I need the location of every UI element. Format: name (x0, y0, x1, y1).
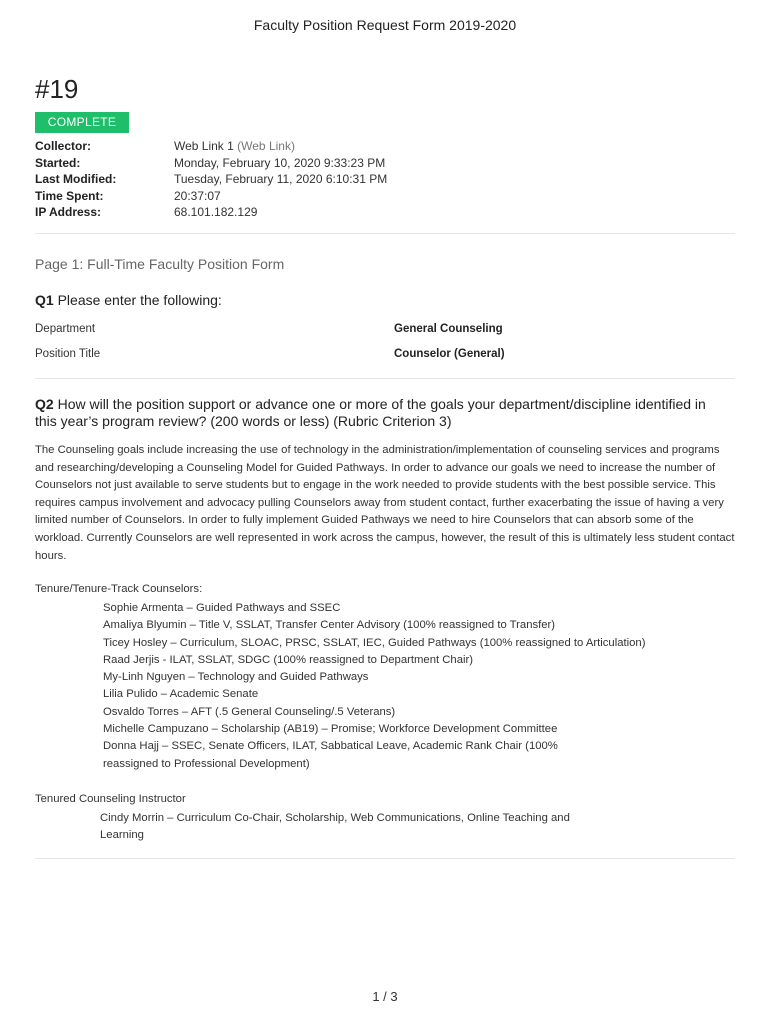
question-text: Please enter the following: (57, 292, 222, 308)
response-number: #19 (35, 74, 79, 104)
list-item: Cindy Morrin – Curriculum Co-Chair, Scholarship, Web Communications, Online Teaching and (100, 812, 570, 824)
question-q2 (35, 396, 725, 430)
question-text: How will the position support or advance one or more of the goals your department/discipline identified in this year’s program review? (200 words or less) (Rubric Criterion 3) (35, 396, 706, 429)
list-item: Learning (100, 829, 144, 842)
meta-value: Monday, February 10, 2020 9:33:23 PM (174, 155, 386, 170)
meta-value (174, 139, 295, 156)
meta-row-collector (35, 139, 735, 156)
field-label: Department (35, 323, 96, 335)
tenure-heading: Tenure/Tenure-Track Counselors: (35, 583, 203, 595)
section-divider (35, 378, 735, 379)
question-number: Q2 (35, 396, 54, 412)
meta-row-started (35, 156, 735, 173)
status-badge: COMPLETE (35, 112, 129, 133)
meta-label: Time Spent: (35, 188, 104, 203)
list-item: My-Linh Nguyen – Technology and Guided Pathways (103, 671, 369, 684)
field-label: Position Title (35, 348, 101, 360)
meta-label: Last Modified: (35, 172, 117, 187)
meta-label: IP Address: (35, 205, 102, 220)
list-item: Raad Jerjis - ILAT, SSLAT, SDGC (100% reassigned to Department Chair) (103, 653, 474, 666)
meta-row-ip-address (35, 205, 735, 222)
section-divider (35, 233, 735, 234)
question-number: Q1 (35, 292, 54, 308)
meta-row-last-modified (35, 172, 735, 189)
page-heading: Page 1: Full-Time Faculty Position Form (35, 256, 285, 272)
document-title: Faculty Position Request Form 2019-2020 (253, 17, 517, 33)
section-divider (35, 858, 735, 859)
tenured-heading: Tenured Counseling Instructor (35, 793, 186, 805)
answer-text (35, 442, 740, 565)
collector-name: Web Link 1 (174, 139, 234, 153)
field-value: Counselor (General) (394, 348, 505, 360)
list-item: Lilia Pulido – Academic Senate (103, 688, 259, 701)
list-item: Ticey Hosley – Curriculum, SLOAC, PRSC, SSLAT, IEC, Guided Pathways (100% reassigned to Articulation) (103, 636, 646, 649)
question-q1 (35, 292, 725, 309)
meta-value: Tuesday, February 11, 2020 6:10:31 PM (174, 172, 388, 187)
field-value: General Counseling (394, 323, 503, 335)
meta-value: 20:37:07 (174, 188, 221, 203)
list-item: Osvaldo Torres – AFT (.5 General Counseling/.5 Veterans) (103, 705, 396, 718)
list-item: Donna Hajj – SSEC, Senate Officers, ILAT, Sabbatical Leave, Academic Rank Chair (100% (103, 740, 558, 753)
list-item: Sophie Armenta – Guided Pathways and SSEC (103, 602, 341, 614)
collector-type: (Web Link) (237, 139, 295, 153)
meta-value: 68.101.182.129 (174, 205, 258, 220)
list-item: Michelle Campuzano – Scholarship (AB19) – Promise; Workforce Development Committee (103, 723, 558, 736)
meta-row-time-spent (35, 189, 735, 206)
page-indicator: 1 / 3 (372, 989, 398, 1004)
list-item: Amaliya Blyumin – Title V, SSLAT, Transfer Center Advisory (100% reassigned to Transfer) (103, 619, 556, 632)
tenure-list (103, 600, 645, 773)
list-item: reassigned to Professional Development) (103, 757, 310, 770)
tenured-list (100, 810, 570, 845)
response-metadata (35, 139, 735, 222)
meta-label: Collector: (35, 139, 92, 153)
meta-label: Started: (35, 155, 81, 170)
answer-paragraph: The Counseling goals include increasing the use of technology in the administration/implementation of counseling services and programs and researching/developing a Counseling Model for Guided Pathways. In order to advance our goals we need to increase the number of Counselors not just available to serve students but to engage in the work needed to provide students with the best possible service. This requires campus involvement and advocacy pulling Counselors away from student contact, further exacerbating the issue of having a very limited number of Counselors. In order to fully implement Guided Pathways we need to hire Counselors that can absorb some of the workload. Currently Counselors are well represented in work across the campus, however, the result of this is ultimately less student contact hours. (35, 444, 735, 562)
